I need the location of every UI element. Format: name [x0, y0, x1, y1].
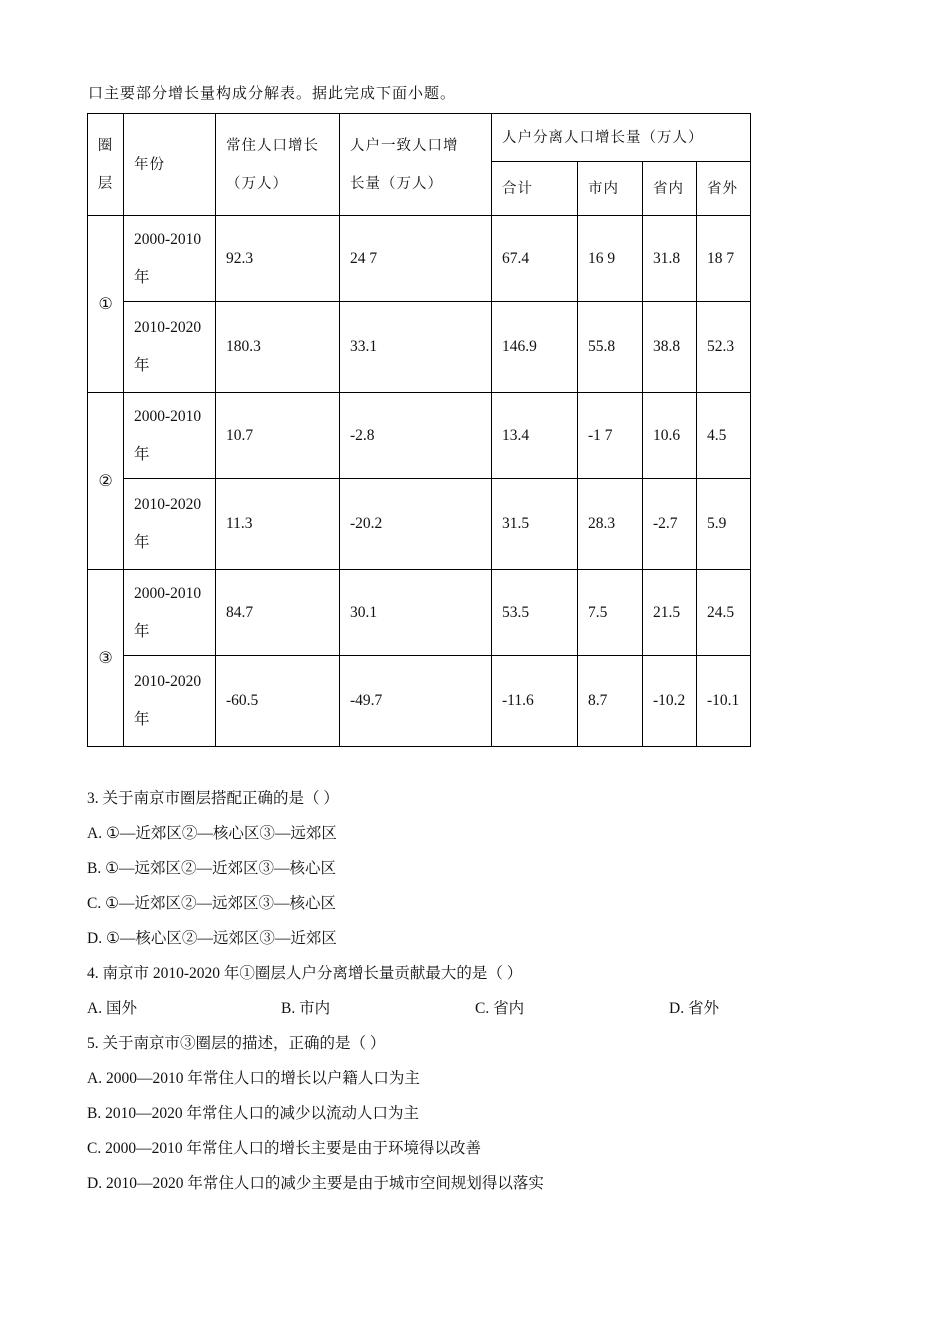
- cell-consistent: 33.1: [340, 302, 492, 393]
- year-line1: 2000-2010: [134, 584, 202, 602]
- cell-consistent: 24 7: [340, 216, 492, 302]
- population-growth-table: [87, 113, 751, 747]
- header-separated: 人户分离人口增长量（万人）: [492, 114, 751, 162]
- question-3-stem: 3. 关于南京市圈层搭配正确的是（ ）: [87, 790, 339, 807]
- cell-resident: 92.3: [216, 216, 340, 302]
- question-3-option-c: C. ①—近郊区②—远郊区③—核心区: [87, 895, 336, 912]
- cell-total: -11.6: [492, 656, 578, 747]
- table-row: [88, 479, 751, 570]
- cell-total: 146.9: [492, 302, 578, 393]
- layer-label: ③: [88, 570, 124, 747]
- header-consistent-line1: 人户一致人口增: [350, 137, 459, 154]
- header-year: 年份: [124, 114, 216, 216]
- cell-outside: 5.9: [697, 479, 751, 570]
- question-5-stem: 5. 关于南京市③圈层的描述，正确的是（ ）: [87, 1035, 386, 1052]
- question-5-option-a: A. 2000—2010 年常住人口的增长以户籍人口为主: [87, 1070, 420, 1087]
- cell-outside: 52.3: [697, 302, 751, 393]
- cell-city: 28.3: [578, 479, 643, 570]
- cell-province: -2.7: [643, 479, 697, 570]
- year-line2: 年: [134, 268, 150, 286]
- year-line1: 2010-2020: [134, 496, 202, 513]
- cell-outside: 18 7: [697, 216, 751, 302]
- question-3-option-b: B. ①—远郊区②—近郊区③—核心区: [87, 860, 336, 877]
- header-layer-top: 圈: [97, 137, 114, 154]
- header-sub-city: 市内: [578, 162, 643, 216]
- cell-city: 16 9: [578, 216, 643, 302]
- cell-resident: 84.7: [216, 570, 340, 656]
- year-line1: 2000-2010: [134, 407, 202, 425]
- question-5-option-b: B. 2010—2020 年常住人口的减少以流动人口为主: [87, 1105, 419, 1122]
- header-layer-bottom: 层: [97, 175, 114, 192]
- header-consistent-line2: 长量（万人）: [350, 175, 443, 192]
- question-3-option-d: D. ①—核心区②—远郊区③—近郊区: [87, 930, 337, 947]
- header-sub-outside: 省外: [697, 162, 751, 216]
- year-line1: 2000-2010: [134, 230, 202, 248]
- cell-province: 10.6: [643, 393, 697, 479]
- cell-outside: -10.1: [697, 656, 751, 747]
- header-resident-line1: 常住人口增长: [226, 137, 319, 154]
- header-row-1: [88, 114, 751, 162]
- cell-province: 38.8: [643, 302, 697, 393]
- year-line2: 年: [134, 711, 150, 728]
- cell-outside: 24.5: [697, 570, 751, 656]
- cell-consistent: -49.7: [340, 656, 492, 747]
- header-sub-province: 省内: [643, 162, 697, 216]
- table-row: [88, 216, 751, 302]
- year-cell: [124, 302, 216, 393]
- question-4-option-a: A. 国外: [87, 1000, 137, 1017]
- header-sub-total: 合计: [492, 162, 578, 216]
- table-row: [88, 393, 751, 479]
- year-line2: 年: [134, 622, 150, 640]
- cell-total: 31.5: [492, 479, 578, 570]
- cell-consistent: -2.8: [340, 393, 492, 479]
- cell-resident: -60.5: [216, 656, 340, 747]
- cell-consistent: 30.1: [340, 570, 492, 656]
- cell-province: 21.5: [643, 570, 697, 656]
- intro-text: 口主要部分增长量构成分解表。据此完成下面小题。: [88, 84, 457, 102]
- year-cell: [124, 479, 216, 570]
- header-resident: [216, 114, 340, 216]
- header-resident-line2: （万人）: [226, 175, 288, 192]
- layer-label: ①: [88, 216, 124, 393]
- cell-resident: 11.3: [216, 479, 340, 570]
- header-consistent: [340, 114, 492, 216]
- cell-city: 8.7: [578, 656, 643, 747]
- question-4-option-b: B. 市内: [281, 1000, 331, 1017]
- cell-resident: 180.3: [216, 302, 340, 393]
- cell-city: 55.8: [578, 302, 643, 393]
- table-row: [88, 302, 751, 393]
- question-5-option-c: C. 2000—2010 年常住人口的增长主要是由于环境得以改善: [87, 1140, 481, 1157]
- cell-city: 7.5: [578, 570, 643, 656]
- question-4-option-d: D. 省外: [669, 1000, 719, 1017]
- cell-resident: 10.7: [216, 393, 340, 479]
- header-layer: [88, 114, 124, 216]
- layer-label: ②: [88, 393, 124, 570]
- year-cell: [124, 216, 216, 302]
- table-row: [88, 570, 751, 656]
- cell-province: -10.2: [643, 656, 697, 747]
- year-cell: [124, 656, 216, 747]
- question-3-option-a: A. ①—近郊区②—核心区③—远郊区: [87, 825, 337, 842]
- question-5-option-d: D. 2010—2020 年常住人口的减少主要是由于城市空间规划得以落实: [87, 1175, 544, 1192]
- cell-total: 67.4: [492, 216, 578, 302]
- year-cell: [124, 393, 216, 479]
- year-line2: 年: [134, 445, 150, 463]
- year-line2: 年: [134, 534, 150, 551]
- year-line1: 2010-2020: [134, 319, 202, 336]
- question-4-option-c: C. 省内: [475, 1000, 525, 1017]
- cell-total: 13.4: [492, 393, 578, 479]
- cell-outside: 4.5: [697, 393, 751, 479]
- year-cell: [124, 570, 216, 656]
- year-line2: 年: [134, 357, 150, 374]
- cell-province: 31.8: [643, 216, 697, 302]
- question-4-stem: 4. 南京市 2010-2020 年①圈层人户分离增长量贡献最大的是（ ）: [87, 965, 523, 982]
- table-row: [88, 656, 751, 747]
- cell-consistent: -20.2: [340, 479, 492, 570]
- cell-total: 53.5: [492, 570, 578, 656]
- year-line1: 2010-2020: [134, 673, 202, 690]
- cell-city: -1 7: [578, 393, 643, 479]
